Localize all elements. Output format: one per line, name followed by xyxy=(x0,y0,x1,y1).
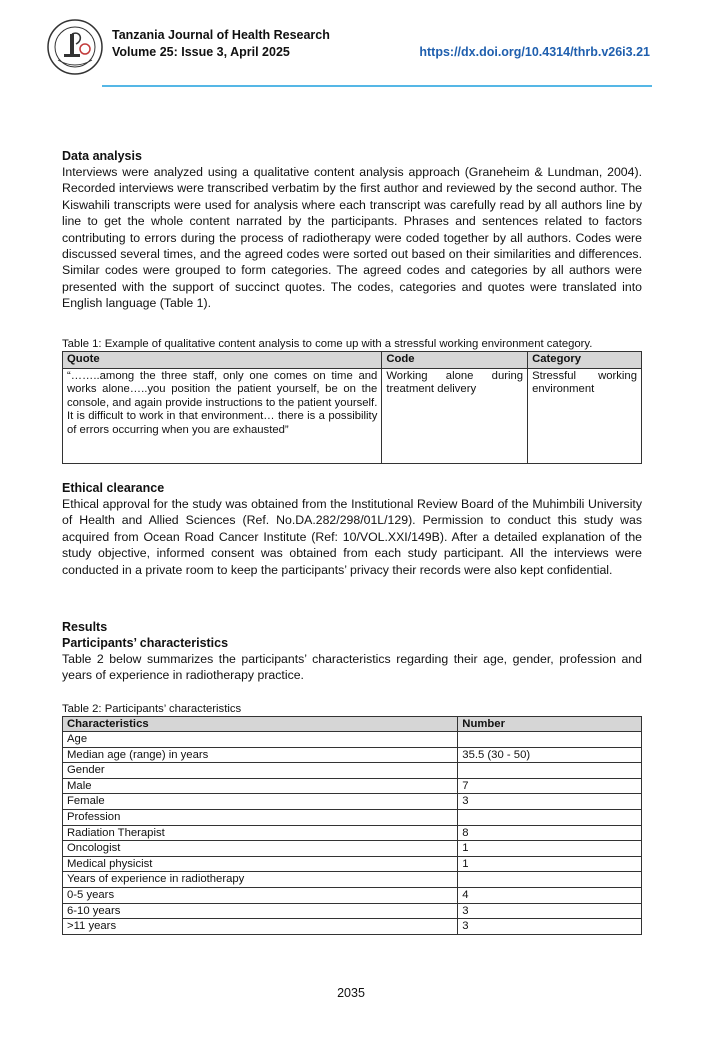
data-analysis-section xyxy=(62,148,642,312)
journal-volume: Volume 25: Issue 3, April 2025 xyxy=(112,45,290,59)
table-row xyxy=(63,778,642,794)
table-row xyxy=(63,856,642,872)
table-row xyxy=(63,919,642,935)
table-row xyxy=(63,841,642,857)
number-cell: 1 xyxy=(458,856,642,872)
number-cell: 4 xyxy=(458,887,642,903)
results-section xyxy=(62,619,642,684)
page-number: 2035 xyxy=(337,986,365,1000)
data-analysis-text: Interviews were analyzed using a qualitative content analysis approach (Graneheim & Lundman, 2004). Recorded interviews were transcribed verbatim by the first author and reviewed by the second author. The Kiswahili transcripts were used for analysis where each transcript was carefully read by all authors line by line to get the whole content narrated by the participants. Phrases and sentences related to factors contributing to errors during the process of radiotherapy were coded together by all authors. Codes were discussed several times, and the agreed codes were sorted out based on their similarities and differences. Similar codes were grouped to form categories. The agreed codes and categories by all authors were presented with the support of succinct quotes. The codes, categories and quotes were translated into English language (Table 1). xyxy=(62,165,642,311)
results-heading: Results xyxy=(62,620,108,634)
ethical-heading: Ethical clearance xyxy=(62,481,165,495)
number-cell: 3 xyxy=(458,903,642,919)
number-cell: 3 xyxy=(458,919,642,935)
journal-seal-icon xyxy=(46,18,104,76)
number-cell xyxy=(458,872,642,888)
characteristic-cell: Oncologist xyxy=(63,841,458,857)
number-cell: 35.5 (30 - 50) xyxy=(458,747,642,763)
quote-cell: “……..among the three staff, only one comes on time and works alone…..you position the patient yourself, be on the console, and again provide instructions to the patient yourself. It is difficult to work in that environment… there is a possibility of errors occurring when you are exhausted” xyxy=(63,368,382,463)
number-cell: 1 xyxy=(458,841,642,857)
characteristic-cell: Gender xyxy=(63,763,458,779)
results-text: Table 2 below summarizes the participants’ characteristics regarding their age, gender, profession and years of experience in radiotherapy practice. xyxy=(62,652,642,683)
table1 xyxy=(62,351,642,464)
table-header-cell: Characteristics xyxy=(63,717,458,732)
table-header-cell: Category xyxy=(528,352,642,369)
table-row xyxy=(63,747,642,763)
table-row xyxy=(63,903,642,919)
code-cell: Working alone during treatment delivery xyxy=(382,368,528,463)
characteristic-cell: Years of experience in radiotherapy xyxy=(63,872,458,888)
number-cell xyxy=(458,732,642,748)
characteristic-cell: Age xyxy=(63,732,458,748)
data-analysis-heading: Data analysis xyxy=(62,149,142,163)
characteristic-cell: Median age (range) in years xyxy=(63,747,458,763)
table-header-cell: Number xyxy=(458,717,642,732)
table-row xyxy=(63,825,642,841)
number-cell: 8 xyxy=(458,825,642,841)
characteristic-cell: Female xyxy=(63,794,458,810)
header-rule xyxy=(102,85,652,87)
number-cell: 3 xyxy=(458,794,642,810)
table-row xyxy=(63,368,642,463)
table-header-row xyxy=(63,717,642,732)
participants-subheading: Participants’ characteristics xyxy=(62,636,229,650)
table-row xyxy=(63,794,642,810)
characteristic-cell: Radiation Therapist xyxy=(63,825,458,841)
table-header-cell: Quote xyxy=(63,352,382,369)
table1-caption: Table 1: Example of qualitative content analysis to come up with a stressful working environment category. xyxy=(62,338,593,350)
ethical-text: Ethical approval for the study was obtained from the Institutional Review Board of the Muhimbili University of Health and Allied Sciences (Ref. No.DA.282/298/01L/129). Permission to conduct this study was acquired from Ocean Road Cancer Institute (Ref: 10/VOL.XXI/149B). After a detailed explanation of the study objective, informed consent was obtained from each study participant. All the interviews were conducted in a private room to keep the participants’ privacy their records were also kept confidential. xyxy=(62,497,642,577)
table-header-row xyxy=(63,352,642,369)
number-cell: 7 xyxy=(458,778,642,794)
characteristic-cell: 0-5 years xyxy=(63,887,458,903)
ethical-section xyxy=(62,480,642,578)
category-cell: Stressful working environment xyxy=(528,368,642,463)
journal-name: Tanzania Journal of Health Research xyxy=(112,28,330,42)
table-header-cell: Code xyxy=(382,352,528,369)
table2-caption: Table 2: Participants’ characteristics xyxy=(62,703,242,715)
number-cell xyxy=(458,809,642,825)
doi-link[interactable]: https://dx.doi.org/10.4314/thrb.v26i3.21 xyxy=(419,45,650,59)
table2 xyxy=(62,716,642,935)
number-cell xyxy=(458,763,642,779)
table-row xyxy=(63,809,642,825)
table-row xyxy=(63,887,642,903)
characteristic-cell: >11 years xyxy=(63,919,458,935)
table-row xyxy=(63,732,642,748)
table-row xyxy=(63,763,642,779)
characteristic-cell: Profession xyxy=(63,809,458,825)
table-row xyxy=(63,872,642,888)
characteristic-cell: Male xyxy=(63,778,458,794)
characteristic-cell: Medical physicist xyxy=(63,856,458,872)
characteristic-cell: 6-10 years xyxy=(63,903,458,919)
page-header xyxy=(46,18,654,88)
